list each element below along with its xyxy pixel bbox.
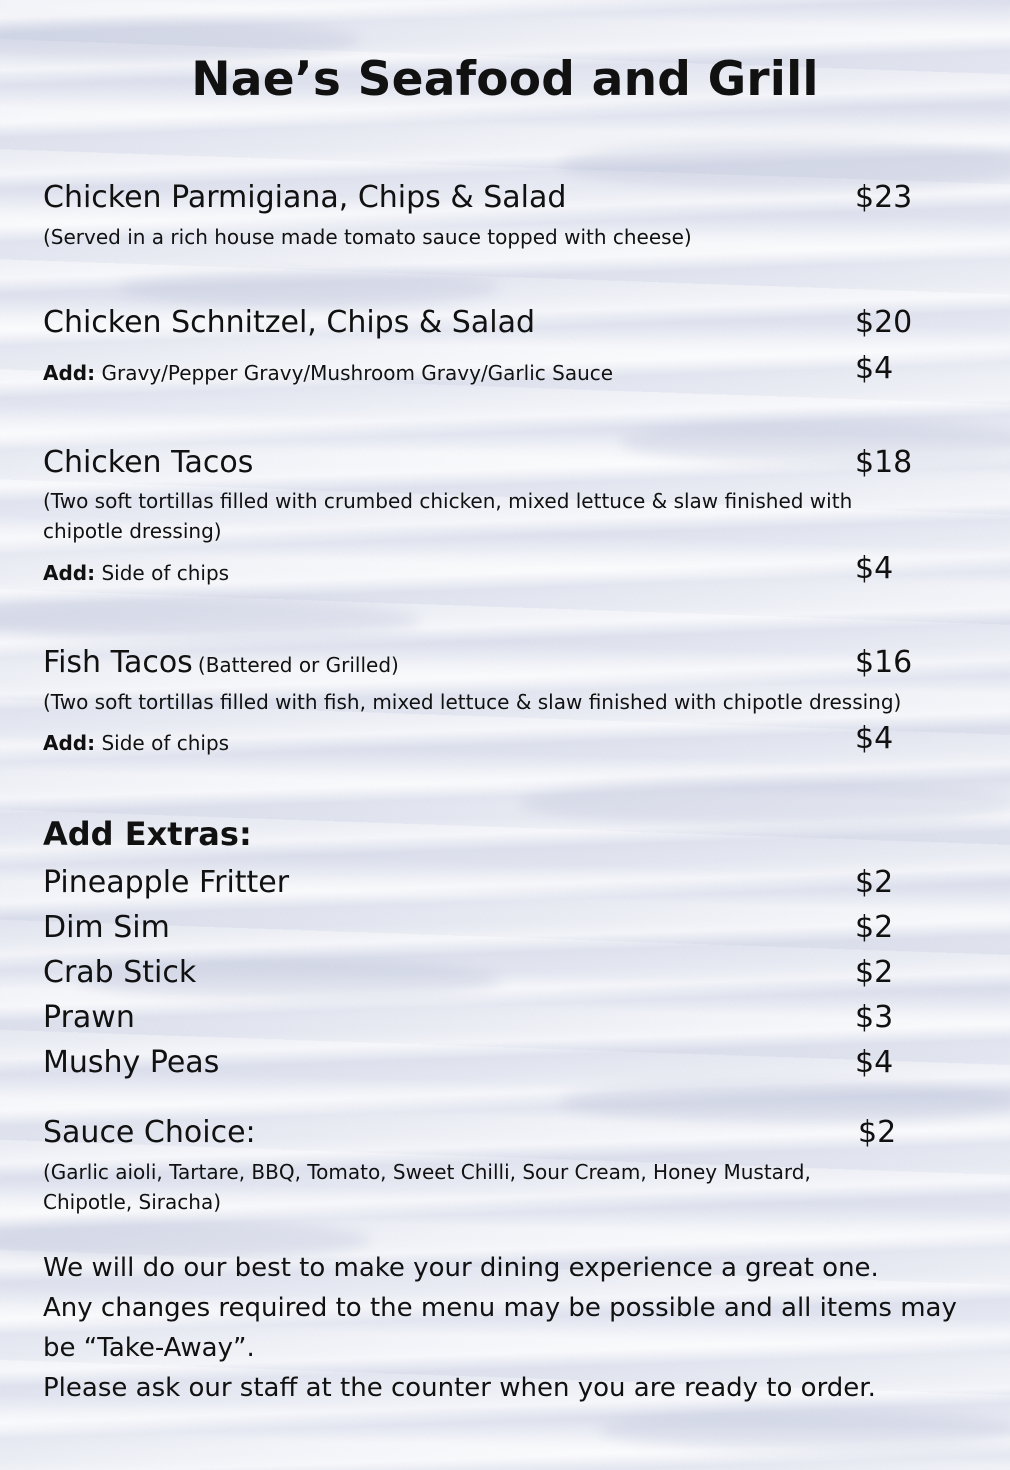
addon-label: Add: <box>43 561 96 585</box>
extra-item-price: $2 <box>855 955 894 990</box>
addon-text: Side of chips <box>95 731 230 755</box>
menu-item-name: Fish Tacos <box>43 645 193 680</box>
menu-title: Nae’s Seafood and Grill <box>191 52 819 107</box>
closing-line: Please ask our staff at the counter when you are ready to order. <box>43 1373 876 1403</box>
menu-item-addon <box>43 731 229 755</box>
extra-item-name: Pineapple Fritter <box>43 865 290 900</box>
addon-label: Add: <box>43 361 96 385</box>
menu-item-description: (Two soft tortillas filled with fish, mixed lettuce & slaw finished with chipotle dressing) <box>43 690 902 714</box>
menu-item-price: $23 <box>855 180 913 215</box>
extra-item-price: $2 <box>855 865 894 900</box>
sauce-choice-label: Sauce Choice: <box>43 1115 256 1150</box>
addon-label: Add: <box>43 731 96 755</box>
menu-item-price: $18 <box>855 445 913 480</box>
closing-line: We will do our best to make your dining experience a great one. <box>43 1253 879 1283</box>
extra-item-name: Mushy Peas <box>43 1045 220 1080</box>
menu-item-addon <box>43 361 613 385</box>
background-ripple <box>120 270 500 306</box>
menu-item-name: Chicken Schnitzel, Chips & Salad <box>43 305 535 340</box>
background-ripple <box>520 780 1010 826</box>
background-ripple <box>0 600 420 640</box>
menu-item-description: (Served in a rich house made tomato sauce topped with cheese) <box>43 225 692 249</box>
extra-item-name: Prawn <box>43 1000 135 1035</box>
menu-item-heading <box>43 645 913 680</box>
menu-item-addon <box>43 561 229 585</box>
menu-item-price: $20 <box>855 305 913 340</box>
extra-item-name: Crab Stick <box>43 955 197 990</box>
addon-price: $4 <box>855 721 894 756</box>
addon-text: Side of chips <box>95 561 230 585</box>
extras-heading: Add Extras: <box>43 815 252 853</box>
menu-item-name: Chicken Parmigiana, Chips & Salad <box>43 180 567 215</box>
menu-item-name: Chicken Tacos <box>43 445 254 480</box>
menu-item-description: (Two soft tortillas filled with crumbed chicken, mixed lettuce & slaw finished with chipotle dressing) <box>43 489 853 543</box>
extra-item-price: $2 <box>855 910 894 945</box>
menu-item-name-note: (Battered or Grilled) <box>197 653 399 677</box>
addon-price: $4 <box>855 551 894 586</box>
sauce-options: (Garlic aioli, Tartare, BBQ, Tomato, Sweet Chilli, Sour Cream, Honey Mustard, Chipotle, Siracha) <box>43 1160 811 1214</box>
extra-item-price: $3 <box>855 1000 894 1035</box>
addon-text: Gravy/Pepper Gravy/Mushroom Gravy/Garlic Sauce <box>95 361 614 385</box>
extra-item-name: Dim Sim <box>43 910 170 945</box>
background-ripple <box>600 1410 1010 1450</box>
extra-item-price: $4 <box>855 1045 894 1080</box>
addon-price: $4 <box>855 351 894 386</box>
closing-line: Any changes required to the menu may be possible and all items may be “Take-Away”. <box>43 1293 957 1363</box>
sauce-choice-price: $2 <box>858 1115 897 1150</box>
closing-message <box>43 1248 978 1408</box>
menu-item-price: $16 <box>855 645 913 680</box>
